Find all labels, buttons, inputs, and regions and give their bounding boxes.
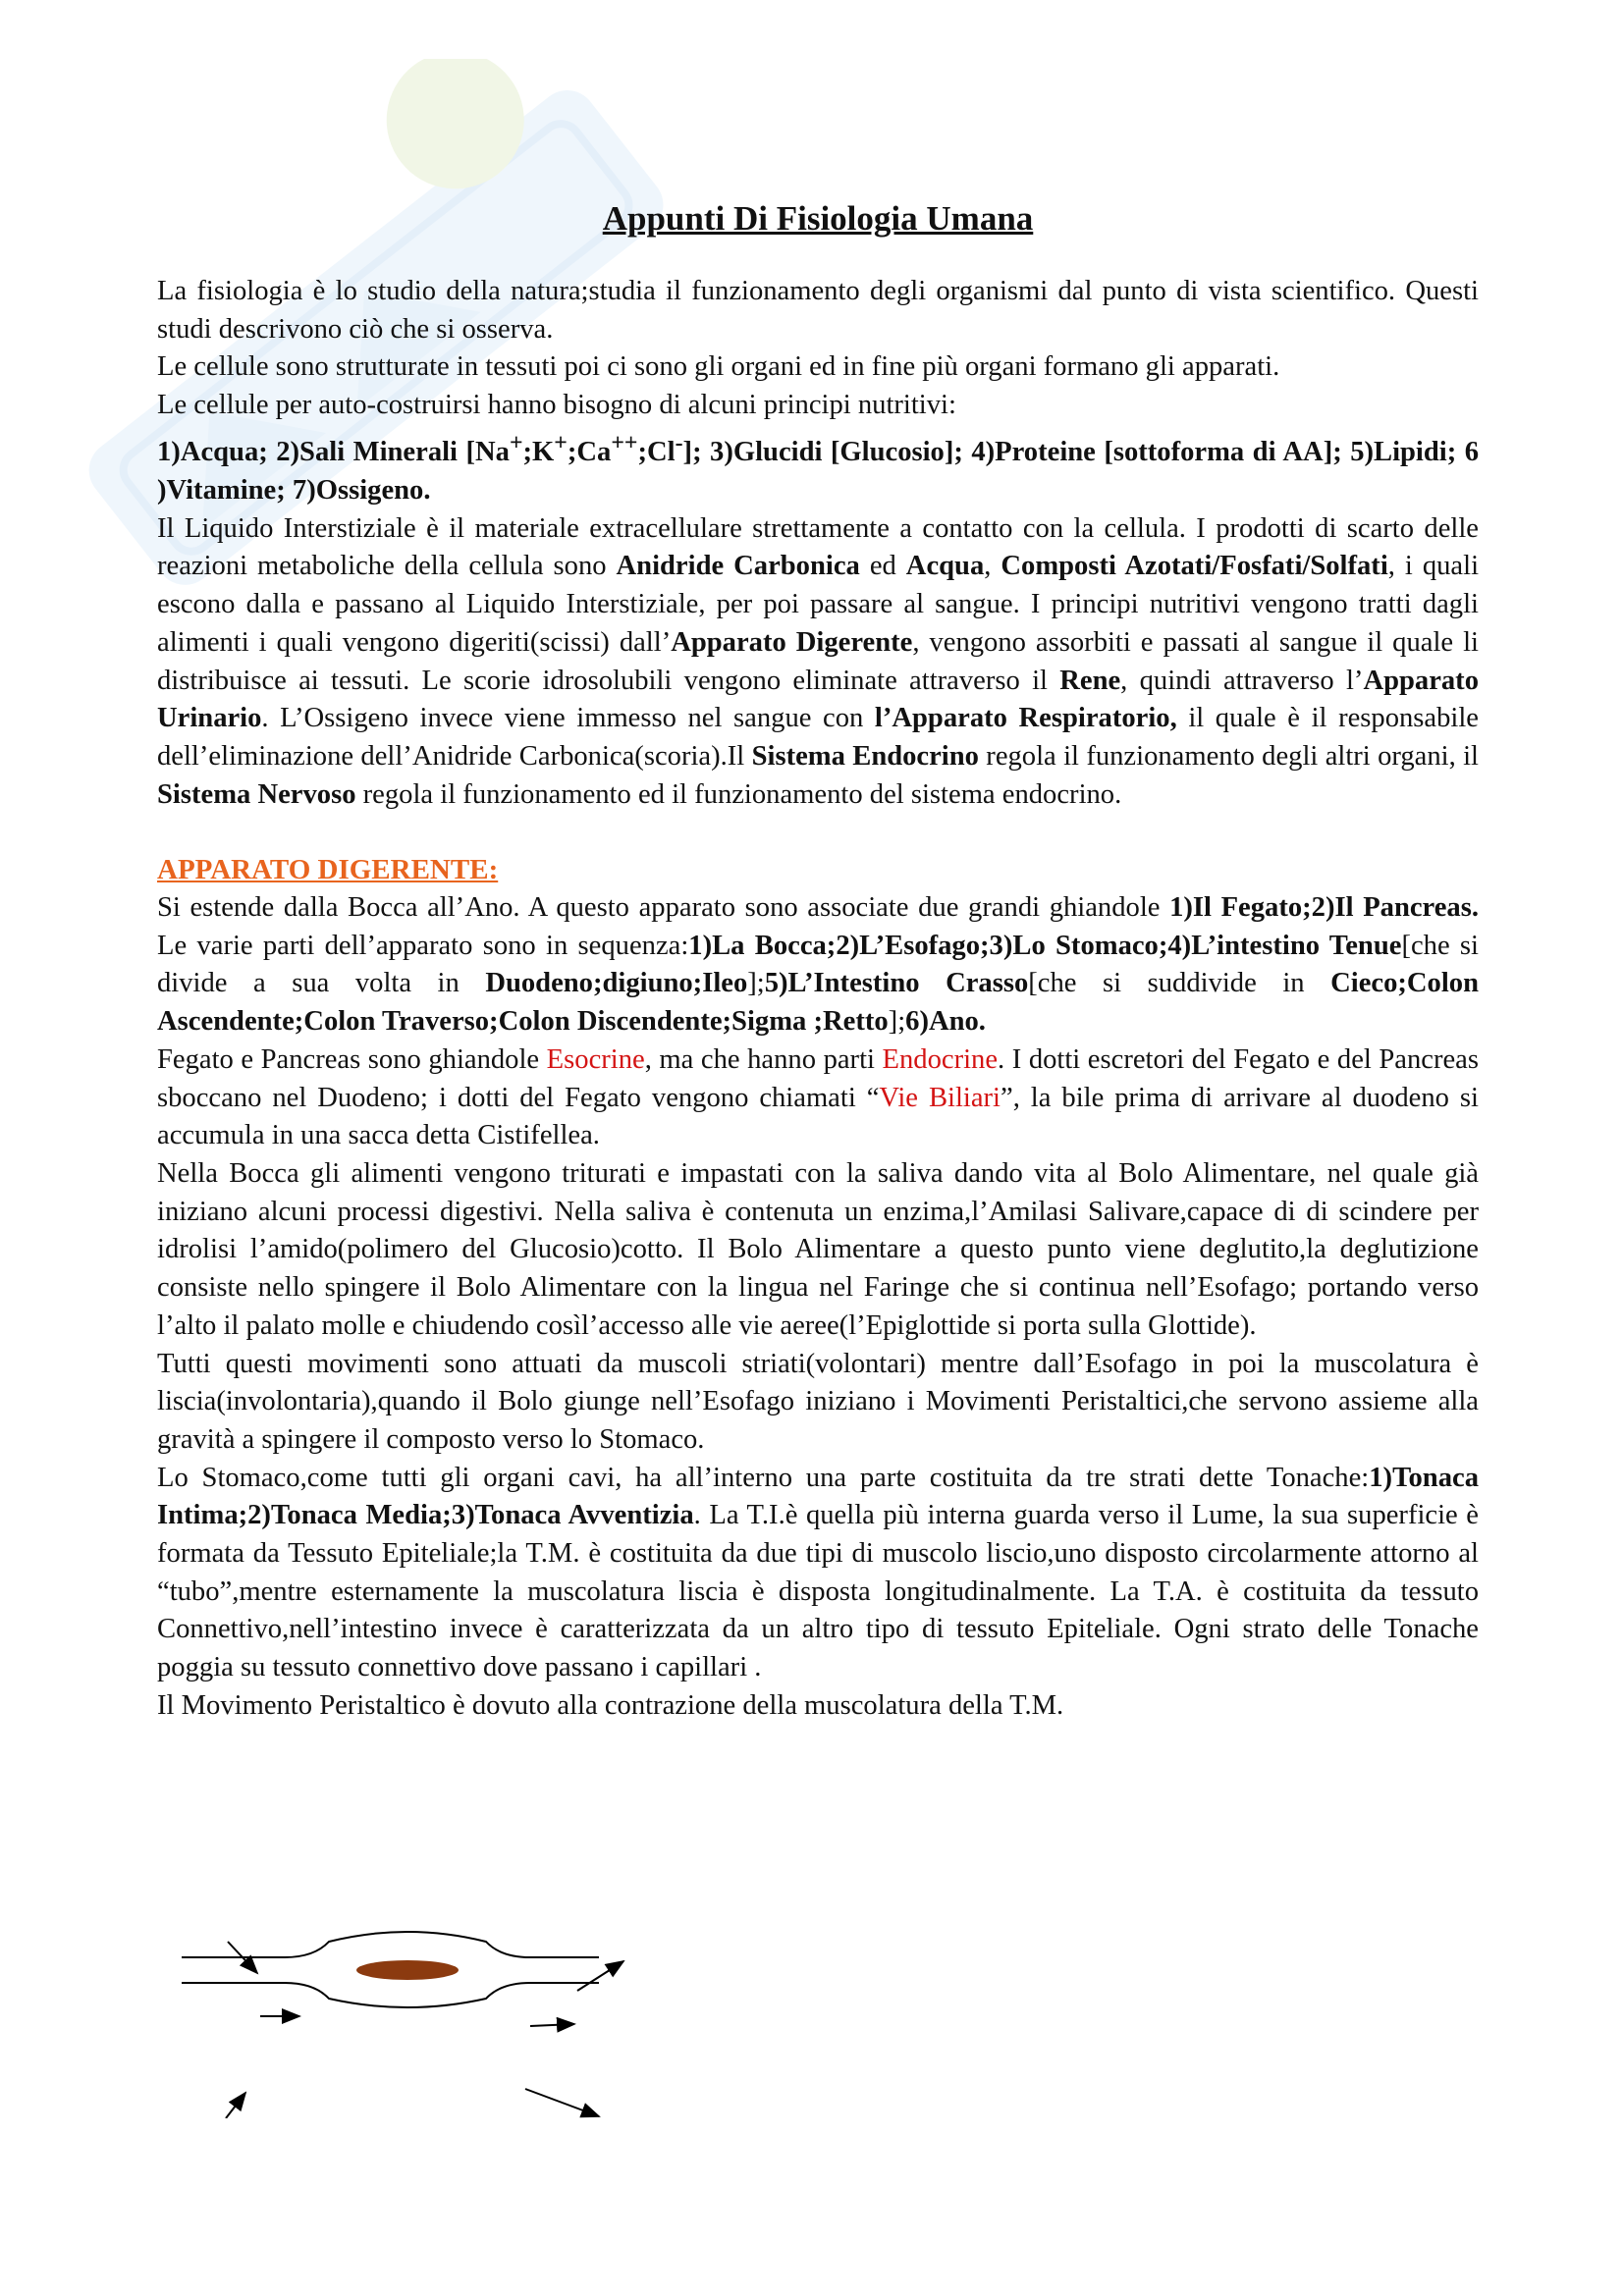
highlight-endocrine: Endocrine [882,1043,999,1075]
arrow-icon [577,1961,623,1991]
highlight-esocrine: Esocrine [546,1043,645,1075]
intro-paragraph: La fisiologia è lo studio della natura;studia il funzionamento degli organismi dal punto di vista scientifico. Questi studi descrivono ciò che si osserva. [157,276,1479,345]
interstitial-paragraph: Il Liquido Interstiziale è il materiale extracellulare strettamente a contatto con la cellula. I prodotti di scarto delle reazioni metaboliche della cellula sono Anidride Carbonica ed Acqua, Composti Azotati/Fosfati/Solfati, i quali escono dalla e passano al Liquido Interstiziale, per poi passare al sangue. I principi nutritivi vengono tratti dagli alimenti i quali vengono digeriti(scissi) dall’Apparato Digerente, vengono assorbiti e passati al sangue il quale li distribuisce ai tessuti. Le scorie idrosolubili vengono eliminate attraverso il Rene, quindi attraverso l’Apparato Urinario. L’Ossigeno invece viene immesso nel sangue con l’Apparato Respiratorio, il quale è il responsabile dell’eliminazione dell’Anidride Carbonica(scoria).Il Sistema Endocrino regola il funzionamento degli altri organi, il Sistema Nervoso regola il funzionamento ed il funzionamento del sistema endocrino. [157,512,1480,810]
highlight-vie-biliari: Vie Biliari [879,1082,1001,1113]
intro-paragraph: Le cellule sono strutturate in tessuti poi ci sono gli organi ed in fine più organi formano gli apparati. [157,351,1280,383]
arrow-icon [226,2093,245,2118]
glands-paragraph: Fegato e Pancreas sono ghiandole Esocrine, ma che hanno parti Endocrine. I dotti escretori del Fegato e del Pancreas sboccano nel Duodeno; i dotti del Fegato vengono chiamati “Vie Biliari”, la bile prima di arrivare al duodeno si accumula in una sacca detta Cistifellea. [157,1043,1479,1151]
intro-section [157,273,1479,814]
document-title: Appunti Di Fisiologia Umana [602,199,1034,238]
section-heading-apparato-digerente: APPARATO DIGERENTE: [157,854,499,886]
muscles-paragraph: Tutti questi movimenti sono attuati da muscoli striati(volontari) mentre dall’Esofago in poi la muscolatura è liscia(involontaria),quando il Bolo giunge nell’Esofago iniziano i Movimenti Peristaltici,che servono assieme alla gravità a spingere il composto verso lo Stomaco. [157,1348,1479,1455]
mouth-paragraph: Nella Bocca gli alimenti vengono triturati e impastati con la saliva dando vita al Bolo Alimentare, nel quale già iniziano alcuni processi digestivi. Nella saliva è contenuta un enzima,l’Amilasi Salivare,capace di di scindere per idrolisi l’amido(polimero del Glucosio)cotto. Il Bolo Alimentare a questo punto viene deglutito,la deglutizione consiste nello spingere il Bolo Alimentare con la lingua nel Faringe che si continua nell’Esofago; portando verso l’alto il palato molle e chiudendo cosìl’accesso alle vie aeree(l’Epiglottide si porta sulla Glottide). [157,1158,1479,1341]
stomach-paragraph: Lo Stomaco,come tutti gli organi cavi, ha all’interno una parte costituita da tre strati dette Tonache:1)Tonaca Intima;2)Tonaca Media;3)Tonaca Avventizia. La T.I.è quella più interna guarda verso il Lume, la sua superficie è formata da Tessuto Epiteliale;la T.M. è costituita da due tipi di muscolo liscio,uno disposto circolarmente attorno al “tubo”,mentre esternamente la muscolatura liscia è disposta longitudinalmente. La T.A. è costituita da tessuto Connettivo,nell’intestino invece è caratterizzata da un altro tipo di tessuto Epiteliale. Ogni strato delle Tonache poggia su tessuto connettivo dove passano i capillari . [157,1462,1479,1683]
peristalsis-paragraph: Il Movimento Peristaltico è dovuto alla contrazione della muscolatura della T.M. [157,1689,1064,1721]
intro-paragraph: Le cellule per auto-costruirsi hanno bisogno di alcuni principi nutritivi: [157,390,956,421]
nutrients-list: 1)Acqua; 2)Sali Minerali [Na+;K+;Ca++;Cl-]; 3)Glucidi [Glucosio]; 4)Proteine [sottoforma di AA]; 5)Lipidi; 6 )Vitamine; 7)Ossigeno. [157,430,1480,507]
digestive-paragraph: Si estende dalla Bocca all’Ano. A questo apparato sono associate due grandi ghiandole 1)Il Fegato;2)Il Pancreas. Le varie parti dell’apparato sono in sequenza:1)La Bocca;2)L’Esofago;3)Lo Stomaco;4)L’intestino Tenue[che si divide a sua volta in Duodeno;digiuno;Ileo];5)L’Intestino Crasso[che si suddivide in Cieco;Colon Ascendente;Colon Traverso;Colon Discendente;Sigma ;Retto];6)Ano. [157,892,1480,1038]
arrow-icon [530,2024,574,2026]
digestive-section [157,889,1479,1725]
document-page [157,0,1479,1726]
arrow-icon [525,2089,599,2116]
bolus-shape [356,1960,459,1980]
peristalsis-diagram [167,1922,658,2118]
